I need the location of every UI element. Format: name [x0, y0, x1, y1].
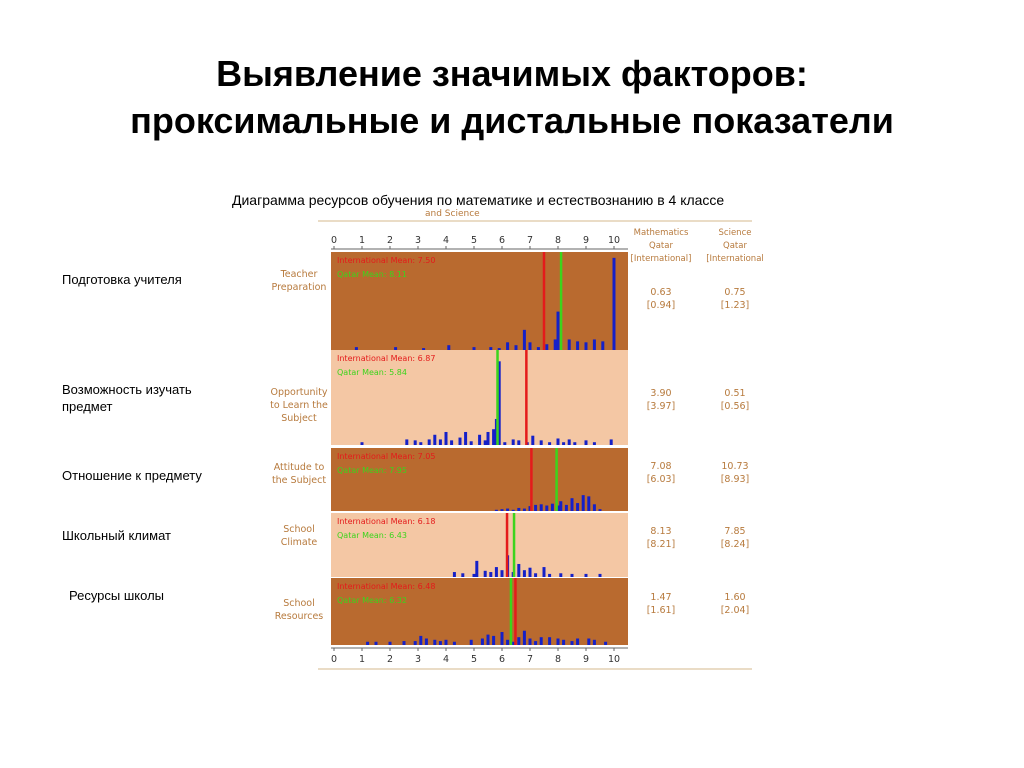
histogram-bar — [419, 636, 422, 645]
histogram-bar — [414, 641, 417, 645]
histogram-bar — [529, 342, 532, 350]
histogram-bar — [487, 635, 490, 645]
column-header-math-subject: Mathematics — [633, 228, 689, 238]
international-mean-label: International Mean: 6.48 — [337, 582, 436, 591]
math-international-value: [1.61] — [646, 605, 676, 616]
histogram-bar — [394, 347, 397, 350]
panel-scale-label: School — [283, 598, 315, 609]
histogram-bar — [534, 641, 537, 645]
histogram-bar — [585, 574, 588, 577]
histogram-bar — [439, 439, 442, 445]
histogram-bar — [613, 258, 616, 350]
histogram-bar — [375, 642, 378, 645]
histogram-bar — [464, 432, 467, 445]
histogram-bar — [498, 348, 501, 350]
histogram-bar — [573, 442, 576, 445]
histogram-bar — [557, 312, 560, 350]
histogram-bar — [445, 432, 448, 445]
qatar-mean-label: Qatar Mean: 8.11 — [337, 270, 407, 279]
histogram-bar — [554, 339, 557, 350]
science-qatar-value: 0.75 — [724, 287, 746, 298]
histogram-bar — [501, 509, 504, 511]
x-tick-label-bottom: 2 — [386, 654, 394, 665]
chart-caption: Диаграмма ресурсов обучения по математике и естествознанию в 4 классе — [232, 192, 725, 208]
histogram-bar — [587, 639, 590, 646]
histogram-bar — [576, 503, 579, 511]
x-tick-label-top: 5 — [470, 235, 478, 246]
histogram-bar — [506, 342, 509, 350]
histogram-bar — [587, 496, 590, 511]
histogram-bar — [562, 640, 565, 645]
qatar-mean-label: Qatar Mean: 7.95 — [337, 466, 407, 475]
histogram-bar — [503, 442, 506, 445]
histogram-bar — [484, 571, 487, 577]
column-header-science-country: Qatar — [723, 241, 747, 251]
panel-scale-label: Subject — [281, 413, 317, 424]
histogram-bar — [593, 640, 596, 645]
x-tick-label-top: 8 — [554, 235, 562, 246]
x-tick-label-bottom: 0 — [330, 654, 338, 665]
histogram-bar — [599, 509, 602, 511]
histogram-bar — [495, 510, 498, 511]
row-label-attitude: Отношение к предмету — [62, 468, 202, 483]
histogram-bar — [534, 505, 537, 511]
histogram-bar — [523, 330, 526, 350]
histogram-bar — [470, 441, 473, 445]
histogram-bar — [422, 348, 425, 350]
x-tick-label-bottom: 3 — [414, 654, 422, 665]
x-tick-label-bottom: 4 — [442, 654, 450, 665]
histogram-bar — [540, 440, 543, 445]
math-qatar-value: 7.08 — [650, 461, 672, 472]
histogram-bar — [529, 639, 532, 646]
histogram-bar — [501, 632, 504, 645]
chart-header-fragment: and Science — [425, 209, 480, 219]
histogram-bar — [366, 642, 369, 645]
histogram-bar — [425, 639, 428, 646]
histogram-bar — [506, 509, 509, 511]
histogram-bar — [601, 341, 604, 350]
math-qatar-value: 1.47 — [650, 592, 672, 603]
qatar-mean-label: Qatar Mean: 5.84 — [337, 368, 407, 377]
histogram-bar — [517, 564, 520, 577]
x-tick-label-bottom: 7 — [526, 654, 534, 665]
panel-scale-label: Opportunity — [270, 387, 328, 398]
panel-scale-label: School — [283, 524, 315, 535]
science-qatar-value: 1.60 — [724, 592, 746, 603]
histogram-bar — [473, 574, 476, 577]
science-international-value: [0.56] — [720, 401, 750, 412]
math-international-value: [0.94] — [646, 300, 676, 311]
histogram-bar — [487, 432, 490, 445]
science-qatar-value: 7.85 — [724, 526, 746, 537]
histogram-bar — [405, 439, 408, 445]
histogram-bar — [439, 641, 442, 645]
panel-scale-label: Teacher — [280, 269, 318, 280]
histogram-bar — [523, 509, 526, 511]
histogram-bar — [470, 640, 473, 645]
column-header-math-intl: [International] — [630, 254, 692, 264]
x-tick-label-top: 6 — [498, 235, 506, 246]
histogram-bar — [473, 347, 476, 350]
histogram-bar — [557, 438, 560, 445]
math-international-value: [3.97] — [646, 401, 676, 412]
histogram-bar — [475, 561, 478, 577]
x-tick-label-bottom: 9 — [582, 654, 590, 665]
histogram-bar — [545, 506, 548, 511]
histogram-bar — [481, 639, 484, 646]
panel-scale-label: to Learn the — [270, 400, 328, 411]
histogram-bar — [489, 347, 492, 350]
histogram-bar — [582, 495, 585, 511]
histogram-bar — [562, 442, 565, 445]
panel-scale-label: Preparation — [271, 282, 327, 293]
histogram-bar — [495, 567, 498, 577]
histogram-bar — [531, 436, 534, 445]
histogram-bar — [557, 639, 560, 646]
histogram-bar — [559, 501, 562, 511]
x-tick-label-top: 7 — [526, 235, 534, 246]
histogram-bar — [433, 435, 436, 445]
histogram-bar — [548, 637, 551, 645]
x-tick-label-bottom: 10 — [607, 654, 621, 665]
histogram-bar — [355, 347, 358, 350]
histogram-bar — [610, 439, 613, 445]
histogram-bar — [551, 504, 554, 511]
x-tick-label-top: 10 — [607, 235, 621, 246]
column-header-science-intl: [International — [706, 254, 764, 264]
histogram-bar — [523, 631, 526, 645]
histogram-bar — [517, 440, 520, 445]
international-mean-label: International Mean: 7.50 — [337, 256, 436, 265]
math-qatar-value: 3.90 — [650, 388, 672, 399]
science-qatar-value: 0.51 — [724, 388, 746, 399]
international-mean-label: International Mean: 6.87 — [337, 354, 436, 363]
histogram-bar — [537, 347, 540, 350]
row-label-school-climate: Школьный климат — [62, 528, 171, 543]
x-tick-label-bottom: 6 — [498, 654, 506, 665]
row-label-opportunity-to-learn: Возможность изучать предмет — [62, 382, 192, 414]
histogram-bar — [414, 440, 417, 445]
histogram-bar — [506, 640, 509, 645]
histogram-bar — [534, 573, 537, 577]
histogram-bar — [576, 341, 579, 350]
histogram-bar — [571, 574, 574, 577]
math-international-value: [8.21] — [646, 539, 676, 550]
histogram-bar — [461, 573, 464, 577]
panel-scale-label: Attitude to — [273, 462, 325, 473]
x-tick-label-top: 1 — [358, 235, 366, 246]
qatar-mean-label: Qatar Mean: 6.43 — [337, 531, 407, 540]
histogram-bar — [450, 440, 453, 445]
histogram-bar — [548, 442, 551, 445]
histogram-bar — [593, 504, 596, 511]
histogram-bar — [515, 345, 518, 350]
histogram-bar — [512, 510, 515, 511]
slide-title-line-1: Выявление значимых факторов: — [216, 53, 808, 94]
histogram-bar — [568, 339, 571, 350]
histogram-bar — [599, 574, 602, 577]
histogram-bar — [459, 438, 462, 445]
histogram-bar — [419, 442, 422, 445]
histogram-bar — [445, 640, 448, 645]
x-tick-label-top: 9 — [582, 235, 590, 246]
histogram-bar — [529, 568, 532, 577]
histogram-bar — [501, 570, 504, 577]
x-tick-label-top: 3 — [414, 235, 422, 246]
x-tick-label-bottom: 1 — [358, 654, 366, 665]
panel-background — [331, 350, 628, 445]
science-international-value: [8.24] — [720, 539, 750, 550]
qatar-mean-label: Qatar Mean: 6.32 — [337, 596, 407, 605]
math-international-value: [6.03] — [646, 474, 676, 485]
histogram-bar — [540, 504, 543, 511]
histogram-bar — [604, 642, 607, 645]
histogram-bar — [447, 345, 450, 350]
x-tick-label-bottom: 5 — [470, 654, 478, 665]
international-mean-label: International Mean: 7.05 — [337, 452, 436, 461]
histogram-bar — [543, 567, 546, 577]
histogram-bar — [585, 440, 588, 445]
histogram-bar — [453, 572, 456, 577]
row-label-school-resources: Ресурсы школы — [69, 588, 165, 603]
histogram-bar — [576, 639, 579, 646]
histogram-bar — [585, 342, 588, 350]
math-qatar-value: 0.63 — [650, 287, 672, 298]
histogram-bar — [593, 442, 596, 445]
histogram-bar — [433, 640, 436, 645]
histogram-bar — [489, 572, 492, 577]
math-qatar-value: 8.13 — [650, 526, 672, 537]
slide-title-line-2: проксимальные и дистальные показатели — [130, 100, 894, 141]
x-tick-label-top: 2 — [386, 235, 394, 246]
histogram-bar — [512, 439, 515, 445]
histogram-bar — [540, 637, 543, 645]
column-header-math-country: Qatar — [649, 241, 673, 251]
histogram-bar — [559, 573, 562, 577]
histogram-bar — [428, 439, 431, 445]
histogram-bar — [517, 637, 520, 645]
histogram-bar — [571, 498, 574, 511]
histogram-bar — [545, 344, 548, 350]
histogram-bar — [593, 339, 596, 350]
science-qatar-value: 10.73 — [721, 461, 749, 472]
science-international-value: [1.23] — [720, 300, 750, 311]
column-header-science-subject: Science — [718, 228, 752, 238]
x-tick-label-top: 4 — [442, 235, 450, 246]
science-international-value: [2.04] — [720, 605, 750, 616]
histogram-bar — [565, 505, 568, 511]
histogram-bar — [568, 439, 571, 445]
panel-background — [331, 252, 628, 350]
histogram-bar — [523, 570, 526, 577]
histogram-bar — [389, 642, 392, 645]
histogram-bar — [403, 641, 406, 645]
row-label-teacher-preparation: Подготовка учителя — [62, 272, 182, 287]
x-tick-label-top: 0 — [330, 235, 338, 246]
panel-scale-label: the Subject — [271, 475, 327, 486]
histogram-bar — [492, 636, 495, 645]
histogram-bar — [478, 435, 481, 445]
histogram-bar — [548, 574, 551, 577]
histogram-bar — [492, 429, 495, 445]
histogram-bar — [484, 440, 487, 445]
histogram-bar — [453, 642, 456, 645]
x-tick-label-bottom: 8 — [554, 654, 562, 665]
panel-scale-label: Climate — [280, 537, 318, 548]
histogram-bar — [361, 442, 364, 445]
international-mean-label: International Mean: 6.18 — [337, 517, 436, 526]
science-international-value: [8.93] — [720, 474, 750, 485]
histogram-bar — [571, 641, 574, 645]
histogram-bar — [517, 508, 520, 511]
panel-scale-label: Resources — [274, 611, 324, 622]
